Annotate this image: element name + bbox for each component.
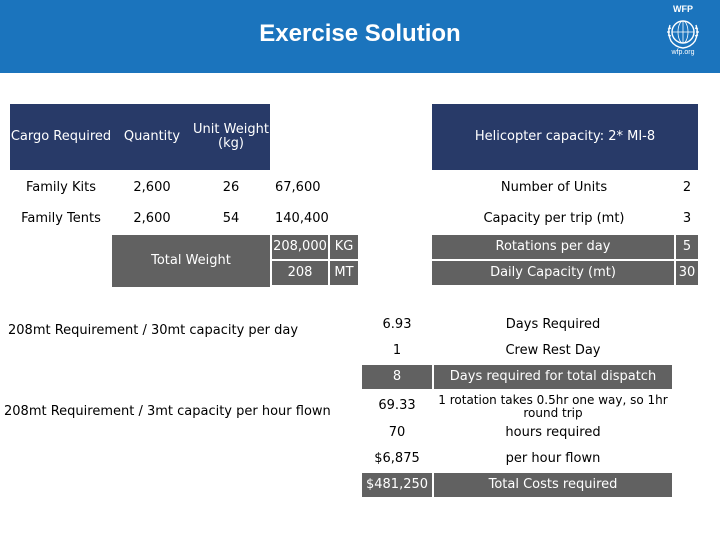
calc-row-6-value: $6,875 (374, 450, 420, 466)
calc-row-7-value: $481,250 (362, 473, 432, 497)
calc-row-3-desc: Days required for total dispatch (434, 365, 672, 389)
calc-row-2-desc: Crew Rest Day (505, 342, 601, 358)
heli-row-4-value: 30 (676, 261, 698, 285)
calc-row-1-desc: Days Required (505, 316, 601, 332)
calc-row-5-desc: hours required (505, 424, 601, 440)
wfp-logo (654, 4, 712, 68)
row-1-item: Family Kits (26, 179, 96, 195)
calc-label-daily: 208mt Requirement / 30mt capacity per day (8, 322, 299, 338)
calc-row-3-value: 8 (362, 365, 432, 389)
heli-row-2-label: Capacity per trip (mt) (483, 210, 625, 226)
header-cargo-required: Cargo Required (10, 104, 112, 170)
calc-row-4-desc: 1 rotation takes 0.5hr one way, so 1hr round trip (438, 393, 668, 420)
heli-row-1-label: Number of Units (500, 179, 608, 195)
row-2-item: Family Tents (21, 210, 101, 226)
wfp-emblem-icon (666, 15, 700, 49)
logo-text: WFP (673, 4, 693, 14)
calc-row-1-value: 6.93 (382, 316, 412, 332)
row-1-total: 67,600 (275, 179, 321, 195)
total-kg-unit: KG (330, 235, 358, 259)
heli-row-1-value: 2 (682, 179, 692, 195)
page-title: Exercise Solution (259, 20, 461, 47)
helicopter-capacity-title: Helicopter capacity: 2* MI-8 (432, 104, 698, 170)
heli-row-3-value: 5 (676, 235, 698, 259)
calc-row-4-value: 69.33 (378, 397, 416, 413)
calc-row-2-value: 1 (392, 342, 402, 358)
header-quantity: Quantity (112, 104, 192, 170)
heli-row-2-value: 3 (682, 210, 692, 226)
calc-row-6-desc: per hour flown (505, 450, 601, 466)
row-1-unit-weight: 26 (222, 179, 240, 195)
heli-row-4-label: Daily Capacity (mt) (432, 261, 674, 285)
heli-row-3-label: Rotations per day (432, 235, 674, 259)
total-mt-unit: MT (330, 261, 358, 285)
row-2-quantity: 2,600 (133, 210, 171, 226)
calc-row-5-value: 70 (388, 424, 406, 440)
total-kg-value: 208,000 (272, 235, 328, 259)
calc-row-7-desc: Total Costs required (434, 473, 672, 497)
logo-url: wfp.org (671, 49, 695, 56)
row-1-quantity: 2,600 (133, 179, 171, 195)
header-bar (0, 0, 720, 73)
calc-label-hourly: 208mt Requirement / 3mt capacity per hour flown (4, 403, 331, 419)
row-2-total: 140,400 (275, 210, 329, 226)
total-mt-value: 208 (272, 261, 328, 285)
row-2-unit-weight: 54 (222, 210, 240, 226)
total-weight-label: Total Weight (112, 235, 270, 287)
header-unit-weight: Unit Weight (kg) (192, 104, 270, 170)
